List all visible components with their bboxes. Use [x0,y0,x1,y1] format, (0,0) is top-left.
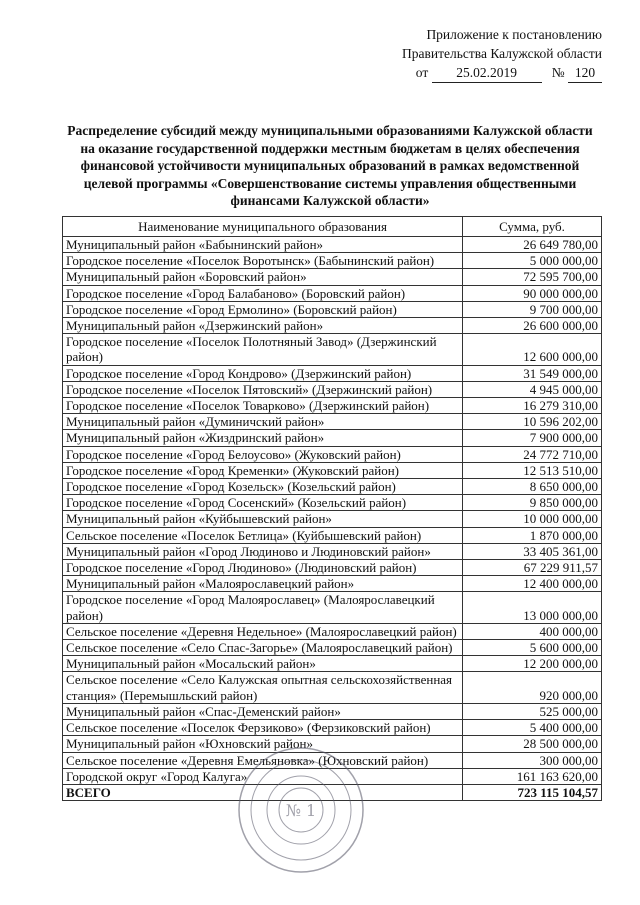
municipality-name: Городской округ «Город Калуга» [63,768,463,784]
table-row [63,703,602,719]
subsidy-amount: 5 000 000,00 [463,253,602,269]
document-title: Распределение субсидий между муниципальными образованиями Калужской области на оказание государственной поддержки местным бюджетам в целях обеспечения финансовой устойчивости муниципальных образований в рамках ведомственной целевой программы «Совершенствование системы управления общественными финансами Калужской области» [67,123,593,208]
municipality-name: Муниципальный район «Город Людиново и Людиновский район» [63,543,463,559]
municipality-name: Муниципальный район «Думиничский район» [63,414,463,430]
table-row [63,592,602,623]
municipality-name: Сельское поселение «Деревня Недельное» (Малоярославецкий район) [63,623,463,639]
subsidy-amount: 300 000,00 [463,752,602,768]
municipality-name: Городское поселение «Город Козельск» (Козельский район) [63,479,463,495]
number-label: № [551,65,565,80]
appendix-line2: Правительства Калужской области [401,46,602,61]
subsidy-table [62,216,602,801]
municipality-name: Городское поселение «Город Белоусово» (Жуковский район) [63,446,463,462]
appendix-line1: Приложение к постановлению [426,27,602,42]
subsidy-amount: 90 000 000,00 [463,285,602,301]
table-row [63,462,602,478]
subsidy-amount: 28 500 000,00 [463,736,602,752]
subsidy-amount: 10 596 202,00 [463,414,602,430]
subsidy-amount: 13 000 000,00 [463,592,602,623]
decree-number: 120 [568,63,602,83]
table-row [63,640,602,656]
subsidy-amount: 26 600 000,00 [463,318,602,334]
subsidy-amount: 9 850 000,00 [463,495,602,511]
table-row [63,381,602,397]
municipality-name: Муниципальный район «Боровский район» [63,269,463,285]
subsidy-amount: 67 229 911,57 [463,560,602,576]
subsidy-amount: 72 595 700,00 [463,269,602,285]
subsidy-amount: 12 600 000,00 [463,334,602,365]
subsidy-amount: 26 649 780,00 [463,237,602,253]
subsidy-amount: 525 000,00 [463,703,602,719]
subsidy-amount: 31 549 000,00 [463,365,602,381]
table-row [63,560,602,576]
municipality-name: Муниципальный район «Малоярославецкий район» [63,576,463,592]
subsidy-amount: 10 000 000,00 [463,511,602,527]
municipality-name: Сельское поселение «Поселок Ферзиково» (Ферзиковский район) [63,720,463,736]
municipality-name: Городское поселение «Город Малоярославец» (Малоярославецкий район) [63,592,463,623]
table-row [63,285,602,301]
total-label: ВСЕГО [63,784,463,800]
table-row [63,269,602,285]
official-seal [236,745,366,875]
municipality-name: Муниципальный район «Дзержинский район» [63,318,463,334]
total-amount: 723 115 104,57 [463,784,602,800]
subsidy-amount: 920 000,00 [463,672,602,703]
table-row [63,495,602,511]
table-row [63,334,602,365]
table-row [63,365,602,381]
table-row [63,656,602,672]
table-row [63,543,602,559]
subsidy-amount: 12 400 000,00 [463,576,602,592]
table-row [63,253,602,269]
municipality-name: Городское поселение «Город Сосенский» (Козельский район) [63,495,463,511]
decree-date: 25.02.2019 [432,63,542,83]
municipality-name: Городское поселение «Поселок Товарково» (Дзержинский район) [63,398,463,414]
subsidy-amount: 5 600 000,00 [463,640,602,656]
municipality-name: Сельское поселение «Село Спас-Загорье» (Малоярославецкий район) [63,640,463,656]
table-row [63,479,602,495]
header-sum: Сумма, руб. [463,217,602,237]
municipality-name: Городское поселение «Город Кременки» (Жуковский район) [63,462,463,478]
municipality-name: Городское поселение «Поселок Воротынск» (Бабынинский район) [63,253,463,269]
table-row [63,318,602,334]
municipality-name: Сельское поселение «Село Калужская опытная сельскохозяйственная станция» (Перемышльский район) [63,672,463,703]
table-row [63,237,602,253]
subsidy-amount: 400 000,00 [463,623,602,639]
municipality-name: Муниципальный район «Спас-Деменский район» [63,703,463,719]
municipality-name: Городское поселение «Город Кондрово» (Дзержинский район) [63,365,463,381]
municipality-name: Городское поселение «Поселок Полотняный Завод» (Дзержинский район) [63,334,463,365]
subsidy-amount: 9 700 000,00 [463,301,602,317]
from-label: от [415,65,429,80]
svg-text:№ 1: № 1 [285,801,317,820]
table-row [63,527,602,543]
municipality-name: Муниципальный район «Жиздринский район» [63,430,463,446]
appendix-line3 [402,63,602,83]
table-row [63,446,602,462]
municipality-name: Сельское поселение «Деревня Емельяновка» (Юхновский район) [63,752,463,768]
table-row [63,511,602,527]
table-row [63,623,602,639]
table-header-row [63,217,602,237]
municipality-name: Сельское поселение «Поселок Бетлица» (Куйбышевский район) [63,527,463,543]
municipality-name: Городское поселение «Поселок Пятовский» (Дзержинский район) [63,381,463,397]
subsidy-amount: 16 279 310,00 [463,398,602,414]
municipality-name: Муниципальный район «Мосальский район» [63,656,463,672]
table-row [63,398,602,414]
header-name: Наименование муниципального образования [63,217,463,237]
subsidy-amount: 1 870 000,00 [463,527,602,543]
subsidy-amount: 161 163 620,00 [463,768,602,784]
municipality-name: Муниципальный район «Бабынинский район» [63,237,463,253]
municipality-name: Муниципальный район «Куйбышевский район» [63,511,463,527]
table-row [63,672,602,703]
subsidy-amount: 12 513 510,00 [463,462,602,478]
subsidy-amount: 5 400 000,00 [463,720,602,736]
table-row [63,414,602,430]
table-row [63,301,602,317]
table-row [63,430,602,446]
municipality-name: Городское поселение «Город Людиново» (Людиновский район) [63,560,463,576]
subsidy-amount: 24 772 710,00 [463,446,602,462]
appendix-header [402,25,602,83]
subsidy-amount: 8 650 000,00 [463,479,602,495]
municipality-name: Городское поселение «Город Балабаново» (Боровский район) [63,285,463,301]
subsidy-amount: 12 200 000,00 [463,656,602,672]
table-row [63,720,602,736]
subsidy-amount: 7 900 000,00 [463,430,602,446]
municipality-name: Городское поселение «Город Ермолино» (Боровский район) [63,301,463,317]
table-row [63,576,602,592]
subsidy-amount: 33 405 361,00 [463,543,602,559]
subsidy-amount: 4 945 000,00 [463,381,602,397]
municipality-name: Муниципальный район «Юхновский район» [63,736,463,752]
